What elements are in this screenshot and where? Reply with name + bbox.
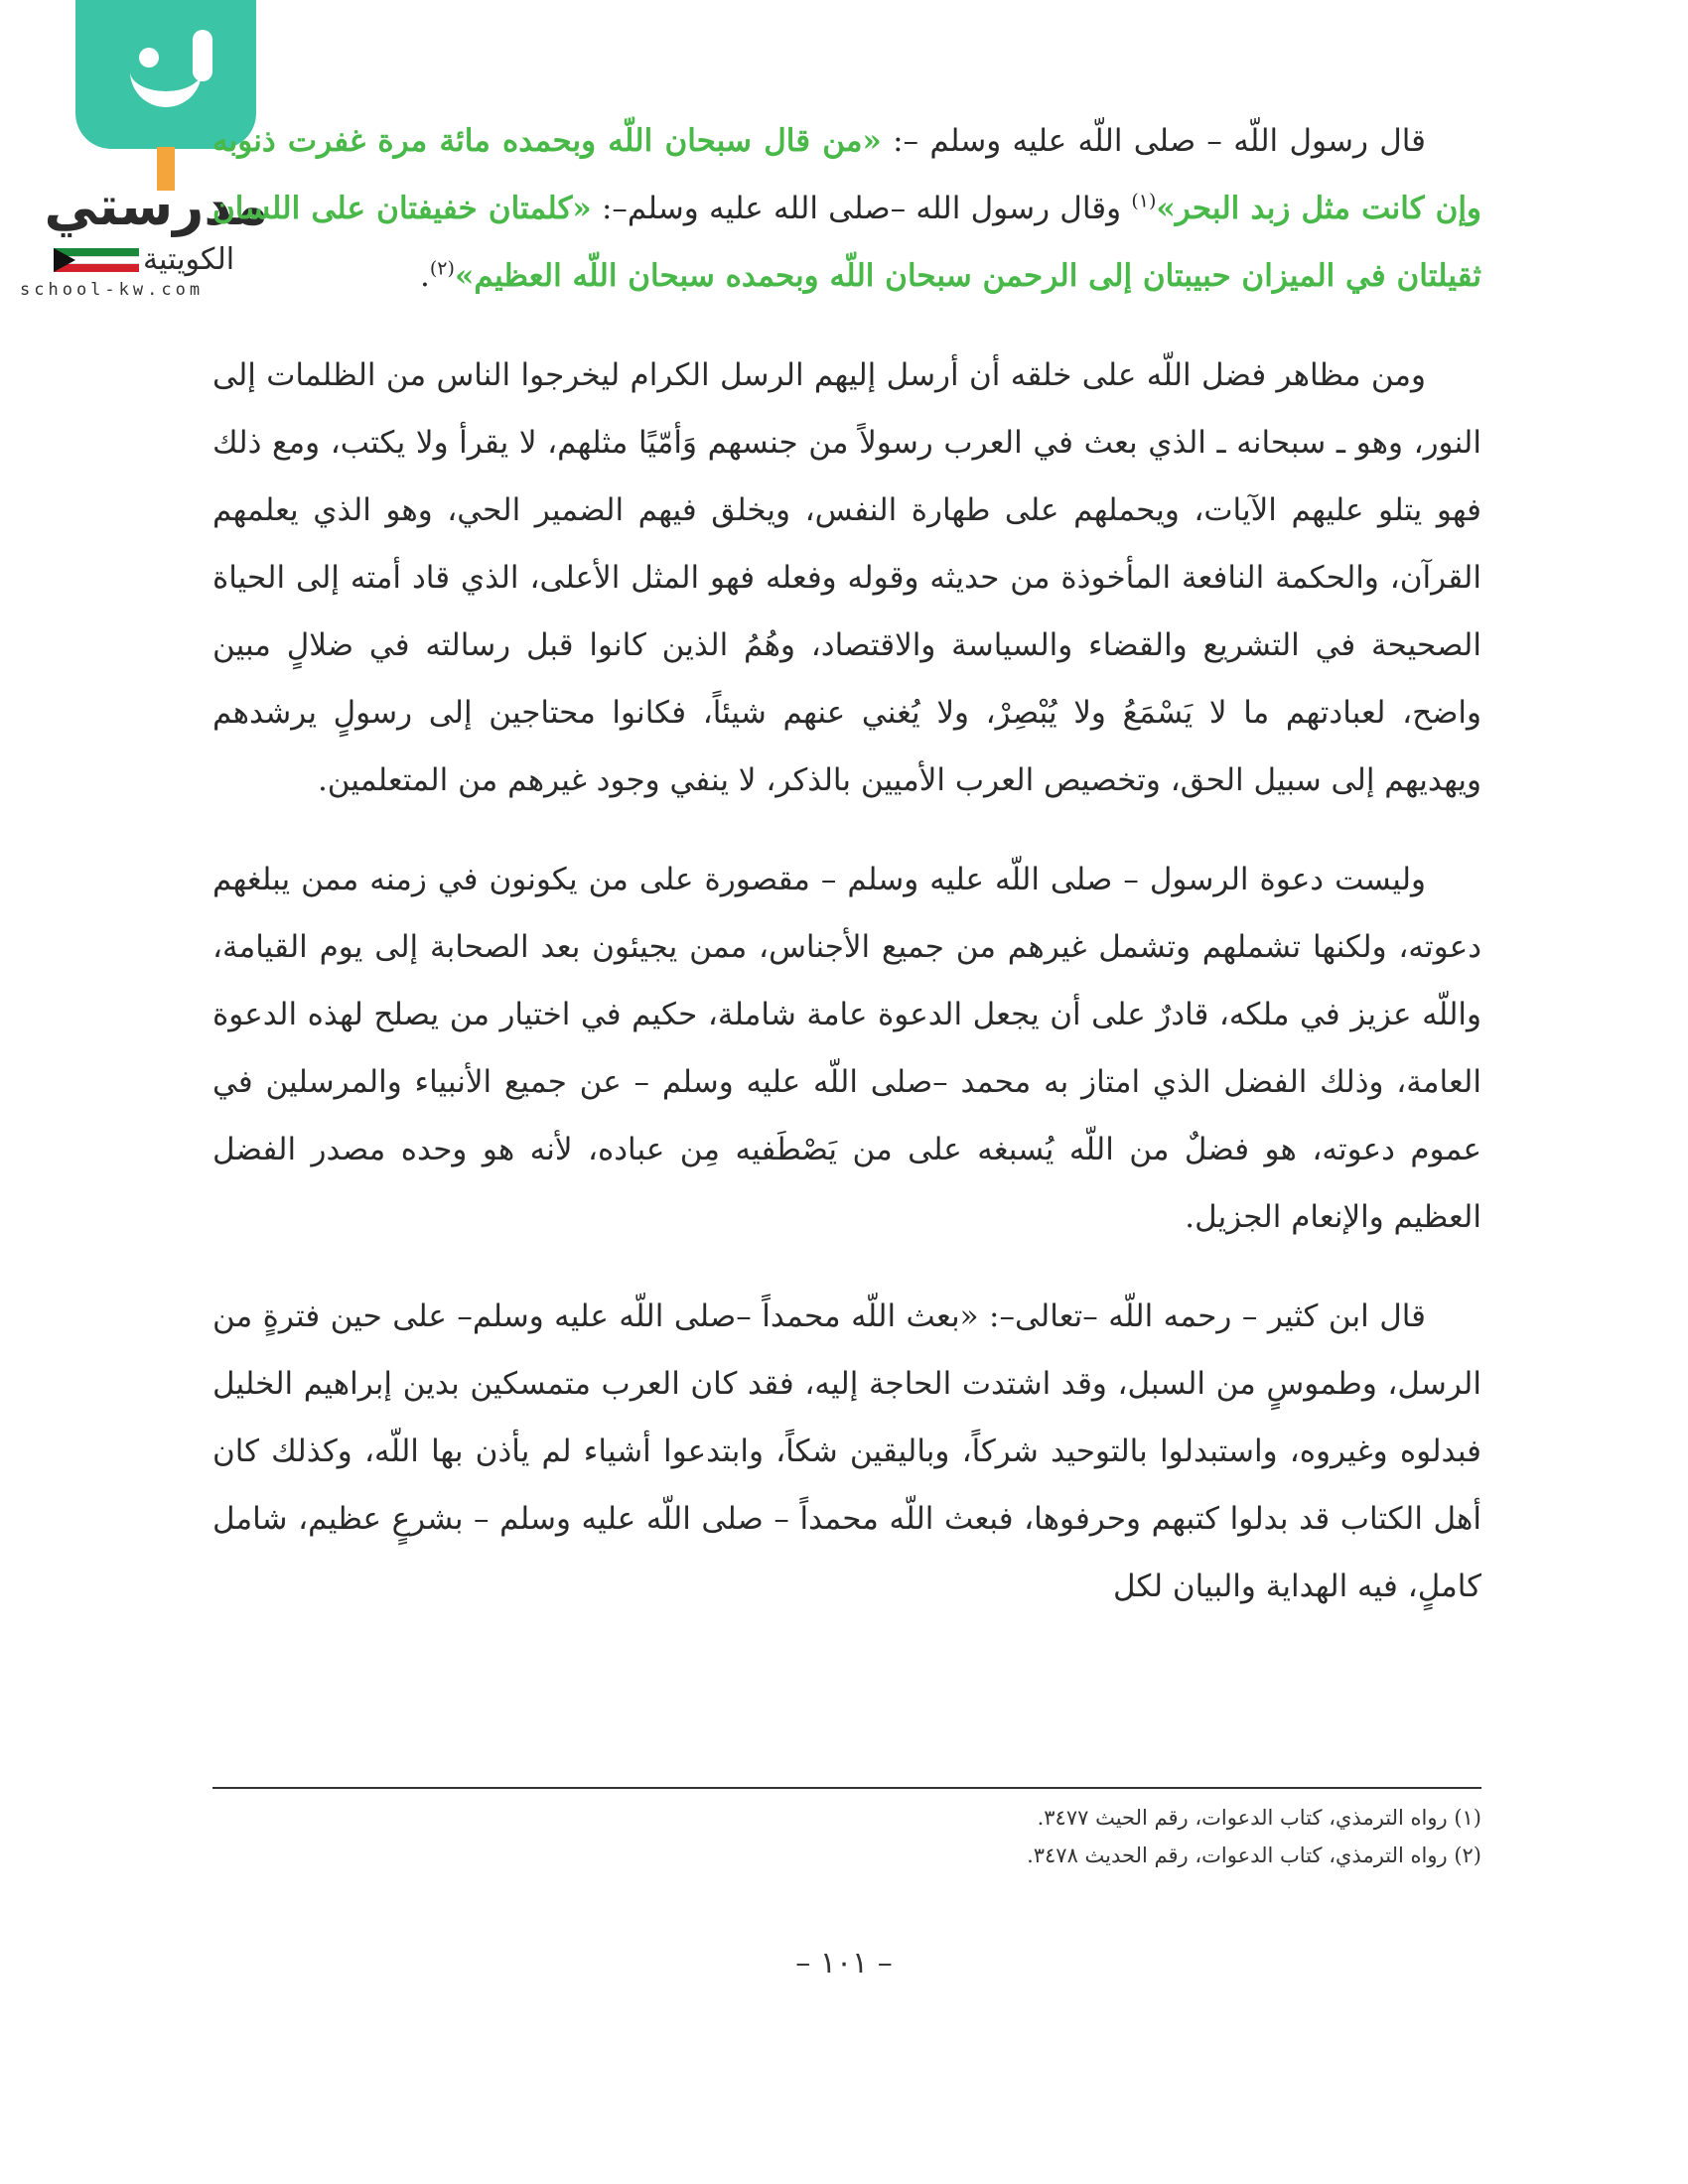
hadith-quote-2: «كلمتان خفيفتان على اللسان ثقيلتان في الميزان حبيبتان إلى الرحمن سبحان اللّه وبحمده سبحان اللّه العظيم» <box>212 191 1481 294</box>
logo-country: الكويتية <box>143 242 235 277</box>
page-number: – ١٠١ – <box>795 1946 893 1980</box>
paragraph-hadith <box>212 107 1481 310</box>
hadith-middle: وقال رسول الله –صلى الله عليه وسلم–: <box>591 191 1132 226</box>
footnote-ref-1: (١) <box>1131 190 1157 212</box>
page-body <box>212 107 1481 1652</box>
footnote-divider <box>212 1787 1481 1789</box>
paragraph-prophets: ومن مظاهر فضل اللّه على خلقه أن أرسل إليهم الرسل الكرام ليخرجوا الناس من الظلمات إلى النور، وهو ـ سبحانه ـ الذي بعث في العرب رسولاً من جنسهم وَأمّيًا مثلهم، لا يقرأ ولا يكتب، ومع ذلك فهو يتلو عليهم الآيات، ويحملهم على طهارة النفس، ويخلق فيهم الضمير الحي، وهو الذي يعلمهم القرآن، والحكمة النافعة المأخوذة من حديثه وقوله وفعله فهو المثل الأعلى، الذي قاد أمته إلى الحياة الصحيحة في التشريع والقضاء والسياسة والاقتصاد، وهُمُ الذين كانوا قبل رسالته في ضلالٍ مبين واضح، لعبادتهم ما لا يَسْمَعُ ولا يُبْصِرْ، ولا يُغني عنهم شيئاً، فكانوا محتاجين إلى رسولٍ يرشدهم ويهديهم إلى سبيل الحق، وتخصيص العرب الأميين بالذكر، لا ينفي وجود غيرهم من المتعلمين. <box>212 357 1481 798</box>
paragraph-universal-call: وليست دعوة الرسول – صلى اللّه عليه وسلم – مقصورة على من يكونون في زمنه ممن يبلغهم دعوته، ولكنها تشملهم وتشمل غيرهم من جميع الأجناس، ممن يجيئون بعد الصحابة إلى يوم القيامة، واللّه عزيز في ملكه، قادرٌ على أن يجعل الدعوة عامة شاملة، حكيم في اختيار من يصلح لهذه الدعوة العامة، وذلك الفضل الذي امتاز به محمد –صلى اللّه عليه وسلم – عن جميع الأنبياء والمرسلين في عموم دعوته، هو فضلٌ من اللّه يُسبغه على من يَصْطَفيه مِن عباده، لأنه هو وحده مصدر الفضل العظيم والإنعام الجزيل. <box>212 862 1481 1235</box>
footnote-2: (٢) رواه الترمذي، كتاب الدعوات، رقم الحديث ٣٤٧٨. <box>1027 1843 1481 1867</box>
logo-name: مدرستي <box>44 175 268 237</box>
footnotes <box>212 1799 1481 1874</box>
footnote-1: (١) رواه الترمذي، كتاب الدعوات، رقم الحيث ٣٤٧٧. <box>1037 1806 1481 1830</box>
hadith-intro: قال رسول اللّه – صلى اللّه عليه وسلم –: <box>881 123 1426 159</box>
logo-url: school-kw.com <box>20 280 205 300</box>
hadith-quote-1: «من قال سبحان اللّه وبحمده مائة مرة غفرت ذنوبه وإن كانت مثل زبد البحر» <box>212 123 1481 226</box>
kuwait-flag-icon <box>54 248 139 272</box>
hadith-end: . <box>420 258 430 294</box>
paragraph-ibn-kathir: قال ابن كثير – رحمه اللّه –تعالى–: «بعث اللّه محمداً –صلى اللّه عليه وسلم– على حين فترةٍ من الرسل، وطموسٍ من السبل، وقد اشتدت الحاجة إليه، فقد كان العرب متمسكين بدين إبراهيم الخليل فبدلوه وغيروه، واستبدلوا بالتوحيد شركاً، وباليقين شكاً، وابتدعوا أشياء لم يأذن بها اللّه، وكذلك كان أهل الكتاب قد بدلوا كتبهم وحرفوها، فبعث اللّه محمداً – صلى اللّه عليه وسلم – بشرعٍ عظيم، شامل كاملٍ، فيه الهداية والبيان لكل <box>212 1298 1481 1604</box>
logo-smile <box>130 44 202 107</box>
footnote-ref-2: (٢) <box>429 257 455 280</box>
